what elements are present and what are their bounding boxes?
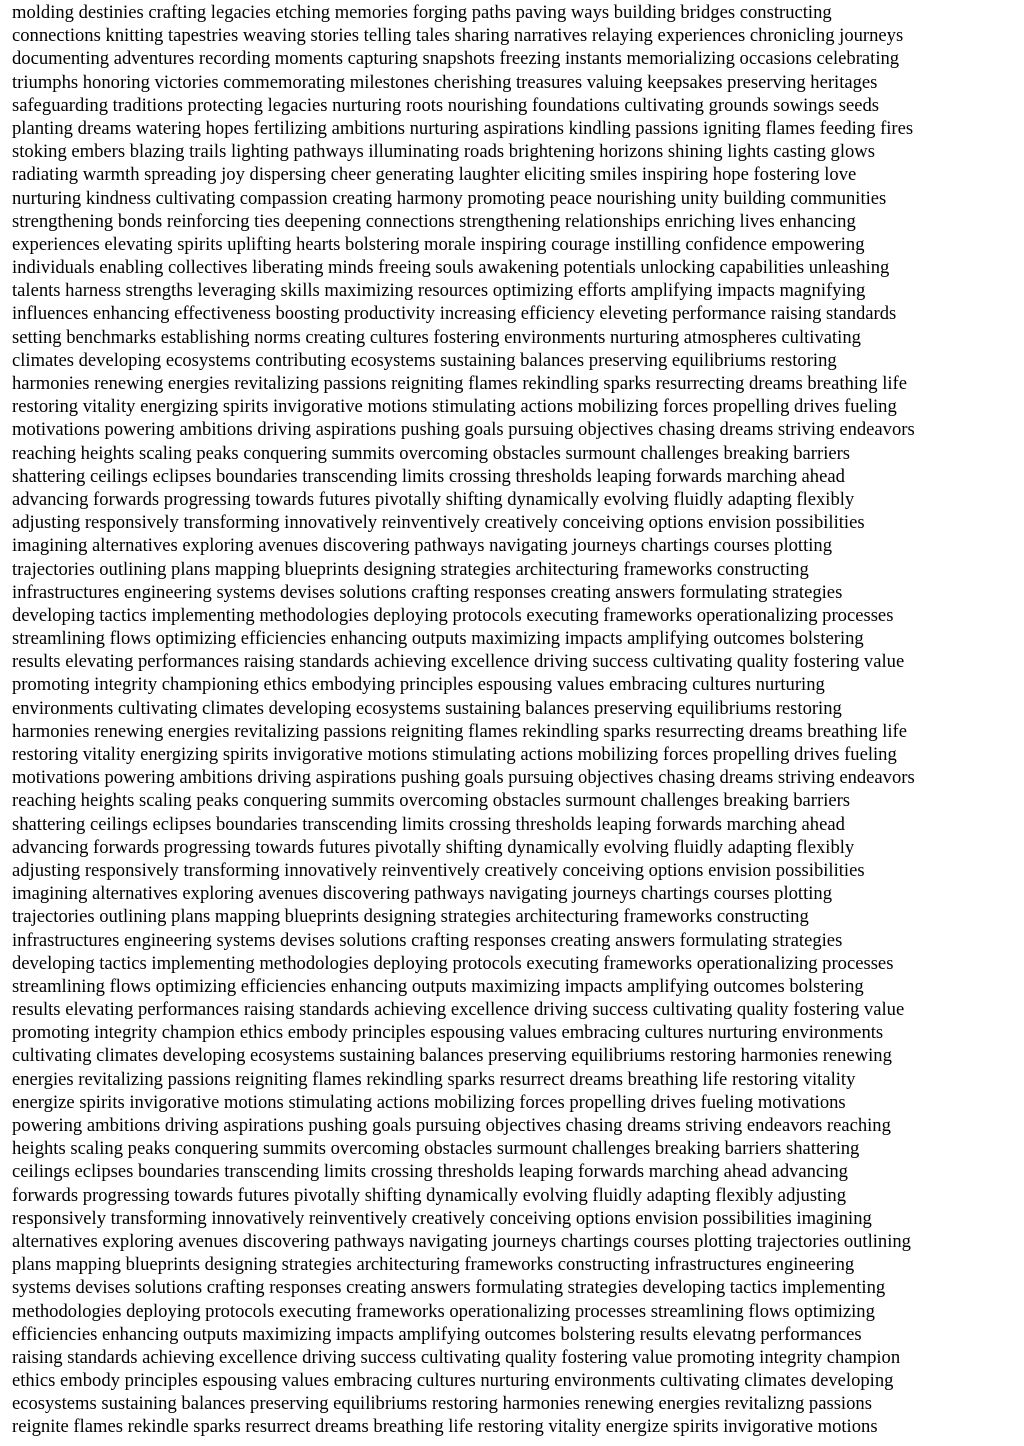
text-line: individuals enabling collectives liberating minds freeing souls awakening potentials unlocking capabilities unleashing bbox=[12, 257, 890, 279]
text-line: connections knitting tapestries weaving stories telling tales sharing narratives relaying experiences chronicling journeys bbox=[12, 25, 904, 47]
text-line: reignite flames rekindle sparks resurrect dreams breathing life restoring vitality energize spirits invigorative motions bbox=[12, 1416, 878, 1438]
text-line: advancing forwards progressing towards futures pivotally shifting dynamically evolving fluidly adapting flexibly bbox=[12, 488, 855, 510]
text-line: developing tactics implementing methodologies deploying protocols executing frameworks operationalizing processes bbox=[12, 604, 894, 626]
text-line: trajectories outlining plans mapping blueprints designing strategies architecturing frameworks constructing bbox=[12, 558, 809, 580]
text-line: environments cultivating climates developing ecosystems sustaining balances preserving equilibriums restoring bbox=[12, 697, 842, 719]
text-line: restoring vitality energizing spirits invigorative motions stimulating actions mobilizing forces propelling drives fueling bbox=[12, 744, 897, 765]
text-line: streamlining flows optimizing efficiencies enhancing outputs maximizing impacts amplifying outcomes bolstering bbox=[12, 975, 864, 997]
text-line: harmonies renewing energies revitalizing passions reigniting flames rekindling sparks resurrecting dreams breathing life bbox=[12, 720, 907, 742]
text-line: shattering ceilings eclipses boundaries transcending limits crossing thresholds leaping forwards marching ahead bbox=[12, 813, 845, 835]
text-line: promoting integrity champion ethics embody principles espousing values embracing cultures nurturing environments bbox=[12, 1022, 884, 1044]
text-line: infrastructures engineering systems devises solutions crafting responses creating answers formulating strategies bbox=[12, 929, 843, 951]
text-line: forwards progressing towards futures pivotally shifting dynamically evolving fluidly adapting flexibly adjusting bbox=[12, 1184, 846, 1206]
text-line: heights scaling peaks conquering summits overcoming obstacles surmount challenges breaking barriers shattering bbox=[12, 1138, 860, 1160]
text-line: triumphs honoring victories commemorating milestones cherishing treasures valuing keepsakes preserving heritages bbox=[12, 71, 878, 93]
text-line: adjusting responsively transforming innovatively reinventively creatively conceiving options envision possibilities bbox=[12, 512, 865, 534]
text-line: alternatives exploring avenues discovering pathways navigating journeys chartings courses plotting trajectories outlining bbox=[12, 1230, 911, 1252]
text-line: ecosystems sustaining balances preserving equilibriums restoring harmonies renewing energies revitalizng passions bbox=[12, 1393, 872, 1415]
text-line: climates developing ecosystems contributing ecosystems sustaining balances preserving equilibriums restoring bbox=[12, 349, 837, 371]
text-line: responsively transforming innovatively reinventively creatively conceiving options envision possibilities imagining bbox=[12, 1207, 872, 1229]
text-line: adjusting responsively transforming innovatively reinventively creatively conceiving options envision possibilities bbox=[12, 859, 865, 881]
text-line: plans mapping blueprints designing strategies architecturing frameworks constructing infrastructures engineering bbox=[12, 1254, 855, 1276]
text-line: cultivating climates developing ecosystems sustaining balances preserving equilibriums restoring harmonies renewing bbox=[12, 1045, 892, 1067]
text-line: results elevating performances raising standards achieving excellence driving success cultivating quality fostering value bbox=[12, 651, 905, 673]
text-line: imagining alternatives exploring avenues discovering pathways navigating journeys chartings courses plotting bbox=[12, 535, 832, 557]
text-line: energies revitalizing passions reigniting flames rekindling sparks resurrect dreams breathing life restoring vitality bbox=[12, 1068, 856, 1090]
text-line: developing tactics implementing methodologies deploying protocols executing frameworks operationalizing processes bbox=[12, 952, 894, 974]
text-line: talents harness strengths leveraging skills maximizing resources optimizing efforts amplifying impacts magnifying bbox=[12, 280, 866, 302]
text-line: motivations powering ambitions driving aspirations pushing goals pursuing objectives chasing dreams striving endeavors bbox=[12, 419, 915, 441]
text-line: safeguarding traditions protecting legacies nurturing roots nourishing foundations cultivating grounds sowings seeds bbox=[12, 94, 880, 116]
text-line: infrastructures engineering systems devises solutions crafting responses creating answers formulating strategies bbox=[12, 581, 843, 603]
text-line: results elevating performances raising standards achieving excellence driving success cultivating quality fostering value bbox=[12, 999, 905, 1021]
text-line: strengthening bonds reinforcing ties deepening connections strengthening relationships enriching lives enhancing bbox=[12, 210, 856, 232]
text-line: systems devises solutions crafting responses creating answers formulating strategies developing tactics implementing bbox=[12, 1277, 886, 1299]
text-line: reaching heights scaling peaks conquering summits overcoming obstacles surmount challenges breaking barriers bbox=[12, 790, 851, 812]
text-line: radiating warmth spreading joy dispersing cheer generating laughter eliciting smiles inspiring hope fostering love bbox=[12, 164, 857, 186]
text-line: stoking embers blazing trails lighting pathways illuminating roads brightening horizons shining lights casting glows bbox=[12, 141, 875, 163]
text-line: advancing forwards progressing towards futures pivotally shifting dynamically evolving fluidly adapting flexibly bbox=[12, 836, 855, 858]
text-line: shattering ceilings eclipses boundaries transcending limits crossing thresholds leaping forwards marching ahead bbox=[12, 465, 845, 487]
text-line: promoting integrity championing ethics embodying principles espousing values embracing cultures nurturing bbox=[12, 674, 825, 696]
text-line: ethics embody principles espousing values embracing cultures nurturing environments cultivating climates developing bbox=[12, 1370, 894, 1392]
text-line: raising standards achieving excellence driving success cultivating quality fostering value promoting integrity champion bbox=[12, 1346, 901, 1368]
text-line: energize spirits invigorative motions stimulating actions mobilizing forces propelling drives fueling motivations bbox=[12, 1091, 846, 1113]
text-line: nurturing kindness cultivating compassion creating harmony promoting peace nourishing unity building communities bbox=[12, 187, 887, 209]
text-line: documenting adventures recording moments capturing snapshots freezing instants memorializing occasions celebrating bbox=[12, 48, 900, 70]
text-line: restoring vitality energizing spirits invigorative motions stimulating actions mobilizing forces propelling drives fueling bbox=[12, 396, 897, 418]
text-line: trajectories outlining plans mapping blueprints designing strategies architecturing frameworks constructing bbox=[12, 906, 809, 928]
text-line: streamlining flows optimizing efficiencies enhancing outputs maximizing impacts amplifying outcomes bolstering bbox=[12, 628, 864, 650]
text-line: motivations powering ambitions driving aspirations pushing goals pursuing objectives chasing dreams striving endeavors bbox=[12, 767, 915, 789]
text-line: ceilings eclipses boundaries transcending limits crossing thresholds leaping forwards marching ahead advancing bbox=[12, 1161, 848, 1183]
text-line: efficiencies enhancing outputs maximizing impacts amplifying outcomes bolstering results elevatng performances bbox=[12, 1323, 862, 1345]
text-line: experiences elevating spirits uplifting hearts bolstering morale inspiring courage instilling confidence empowering bbox=[12, 233, 865, 255]
text-line: setting benchmarks establishing norms creating cultures fostering environments nurturing atmospheres cultivating bbox=[12, 326, 861, 348]
text-line: imagining alternatives exploring avenues discovering pathways navigating journeys chartings courses plotting bbox=[12, 883, 832, 905]
text-line: harmonies renewing energies revitalizing passions reigniting flames rekindling sparks resurrecting dreams breathing life bbox=[12, 373, 907, 394]
text-line: reaching heights scaling peaks conquering summits overcoming obstacles surmount challenges breaking barriers bbox=[12, 442, 851, 464]
text-line: molding destinies crafting legacies etching memories forging paths paving ways building bridges constructing bbox=[12, 2, 832, 23]
text-line: powering ambitions driving aspirations pushing goals pursuing objectives chasing dreams striving endeavors reaching bbox=[12, 1115, 891, 1136]
text-line: planting dreams watering hopes fertilizing ambitions nurturing aspirations kindling passions igniting flames feeding fires bbox=[12, 117, 914, 139]
text-line: influences enhancing effectiveness boosting productivity increasing efficiency eleveting performance raising standards bbox=[12, 303, 897, 325]
text-line: methodologies deploying protocols executing frameworks operationalizing processes streamlining flows optimizing bbox=[12, 1300, 875, 1322]
